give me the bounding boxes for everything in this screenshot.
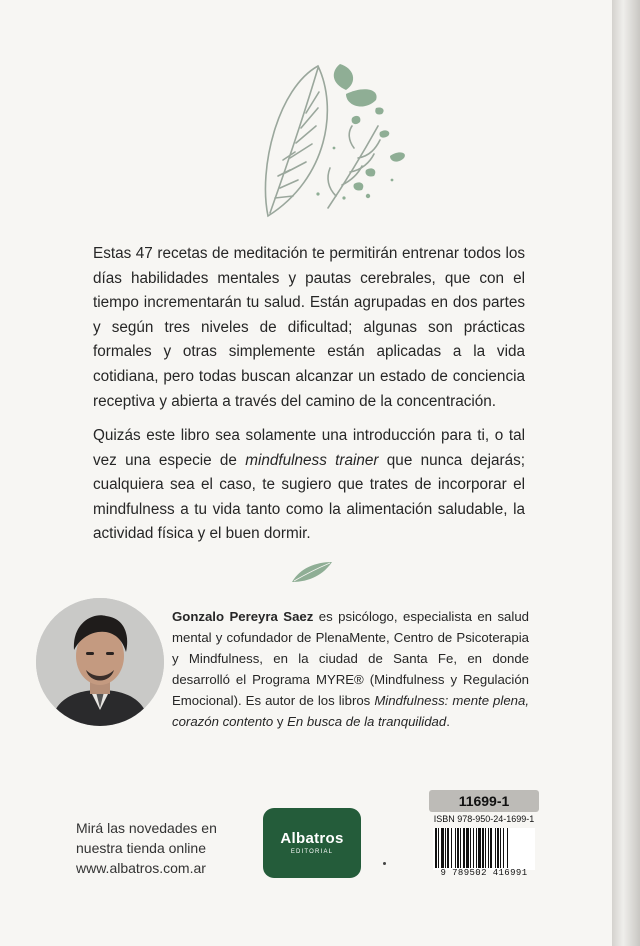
author-photo <box>36 598 164 726</box>
description-paragraph-1: Estas 47 recetas de meditación te permitirán entrenar todos los días habilidades mentales y pautas cerebrales, que con el tiempo incrementarán tu salud. Están agrupadas en dos partes y según tres niveles de dificultad; algunas son prácticas formales y otras simplemente están aplicadas a la vida cotidiana, pero todas buscan alcanzar un estado de conciencia receptiva y abierta a través del camino de la concentración. <box>93 245 525 410</box>
barcode-digits: 9 789502 416991 <box>440 868 528 878</box>
leaf-divider-icon <box>290 560 334 584</box>
barcode-icon <box>433 828 535 870</box>
online-store-info: Mirá las novedades en nuestra tienda online www.albatros.com.ar <box>76 820 217 876</box>
author-bio: Gonzalo Pereyra Saez es psicólogo, especialista en salud mental y cofundador de PlenaMente, Centro de Psicoterapia y Mindfulness, en la ciudad de Santa Fe, en donde desarrolló el Programa MYRE® (Mindfulness y Regulación Emocional). Es autor de los libros Mindfulness: mente plena, corazón contento y En busca de la tranquilidad. <box>172 609 529 729</box>
barcode-block <box>429 790 539 886</box>
book-title-1: Mindfulness: mente plena, corazón contento <box>172 693 529 729</box>
author-portrait-icon <box>36 598 164 726</box>
italic-term: mindfulness trainer <box>245 451 379 469</box>
publisher-logo: Albatros EDITORIAL <box>263 808 361 878</box>
description-paragraph-2: Quizás este libro sea solamente una introducción para ti, o tal vez una especie de mindfulness trainer que nunca dejarás; cualquiera sea el caso, te sugiero que trates de incorporar el mindfulness a tu vida tanto como la alimentación saludable, la actividad física y el buen dormir. <box>93 427 526 543</box>
book-spine-edge <box>612 0 640 946</box>
decorative-dot <box>383 862 386 865</box>
isbn-label: ISBN 978-950-24-1699-1 <box>433 814 535 824</box>
botanical-leaf-icon <box>258 48 418 223</box>
store-url: www.albatros.com.ar <box>76 860 206 876</box>
product-code: 11699-1 <box>429 790 539 812</box>
author-name: Gonzalo Pereyra Saez <box>172 609 314 624</box>
book-title-2: En busca de la tranquilidad <box>287 714 447 729</box>
